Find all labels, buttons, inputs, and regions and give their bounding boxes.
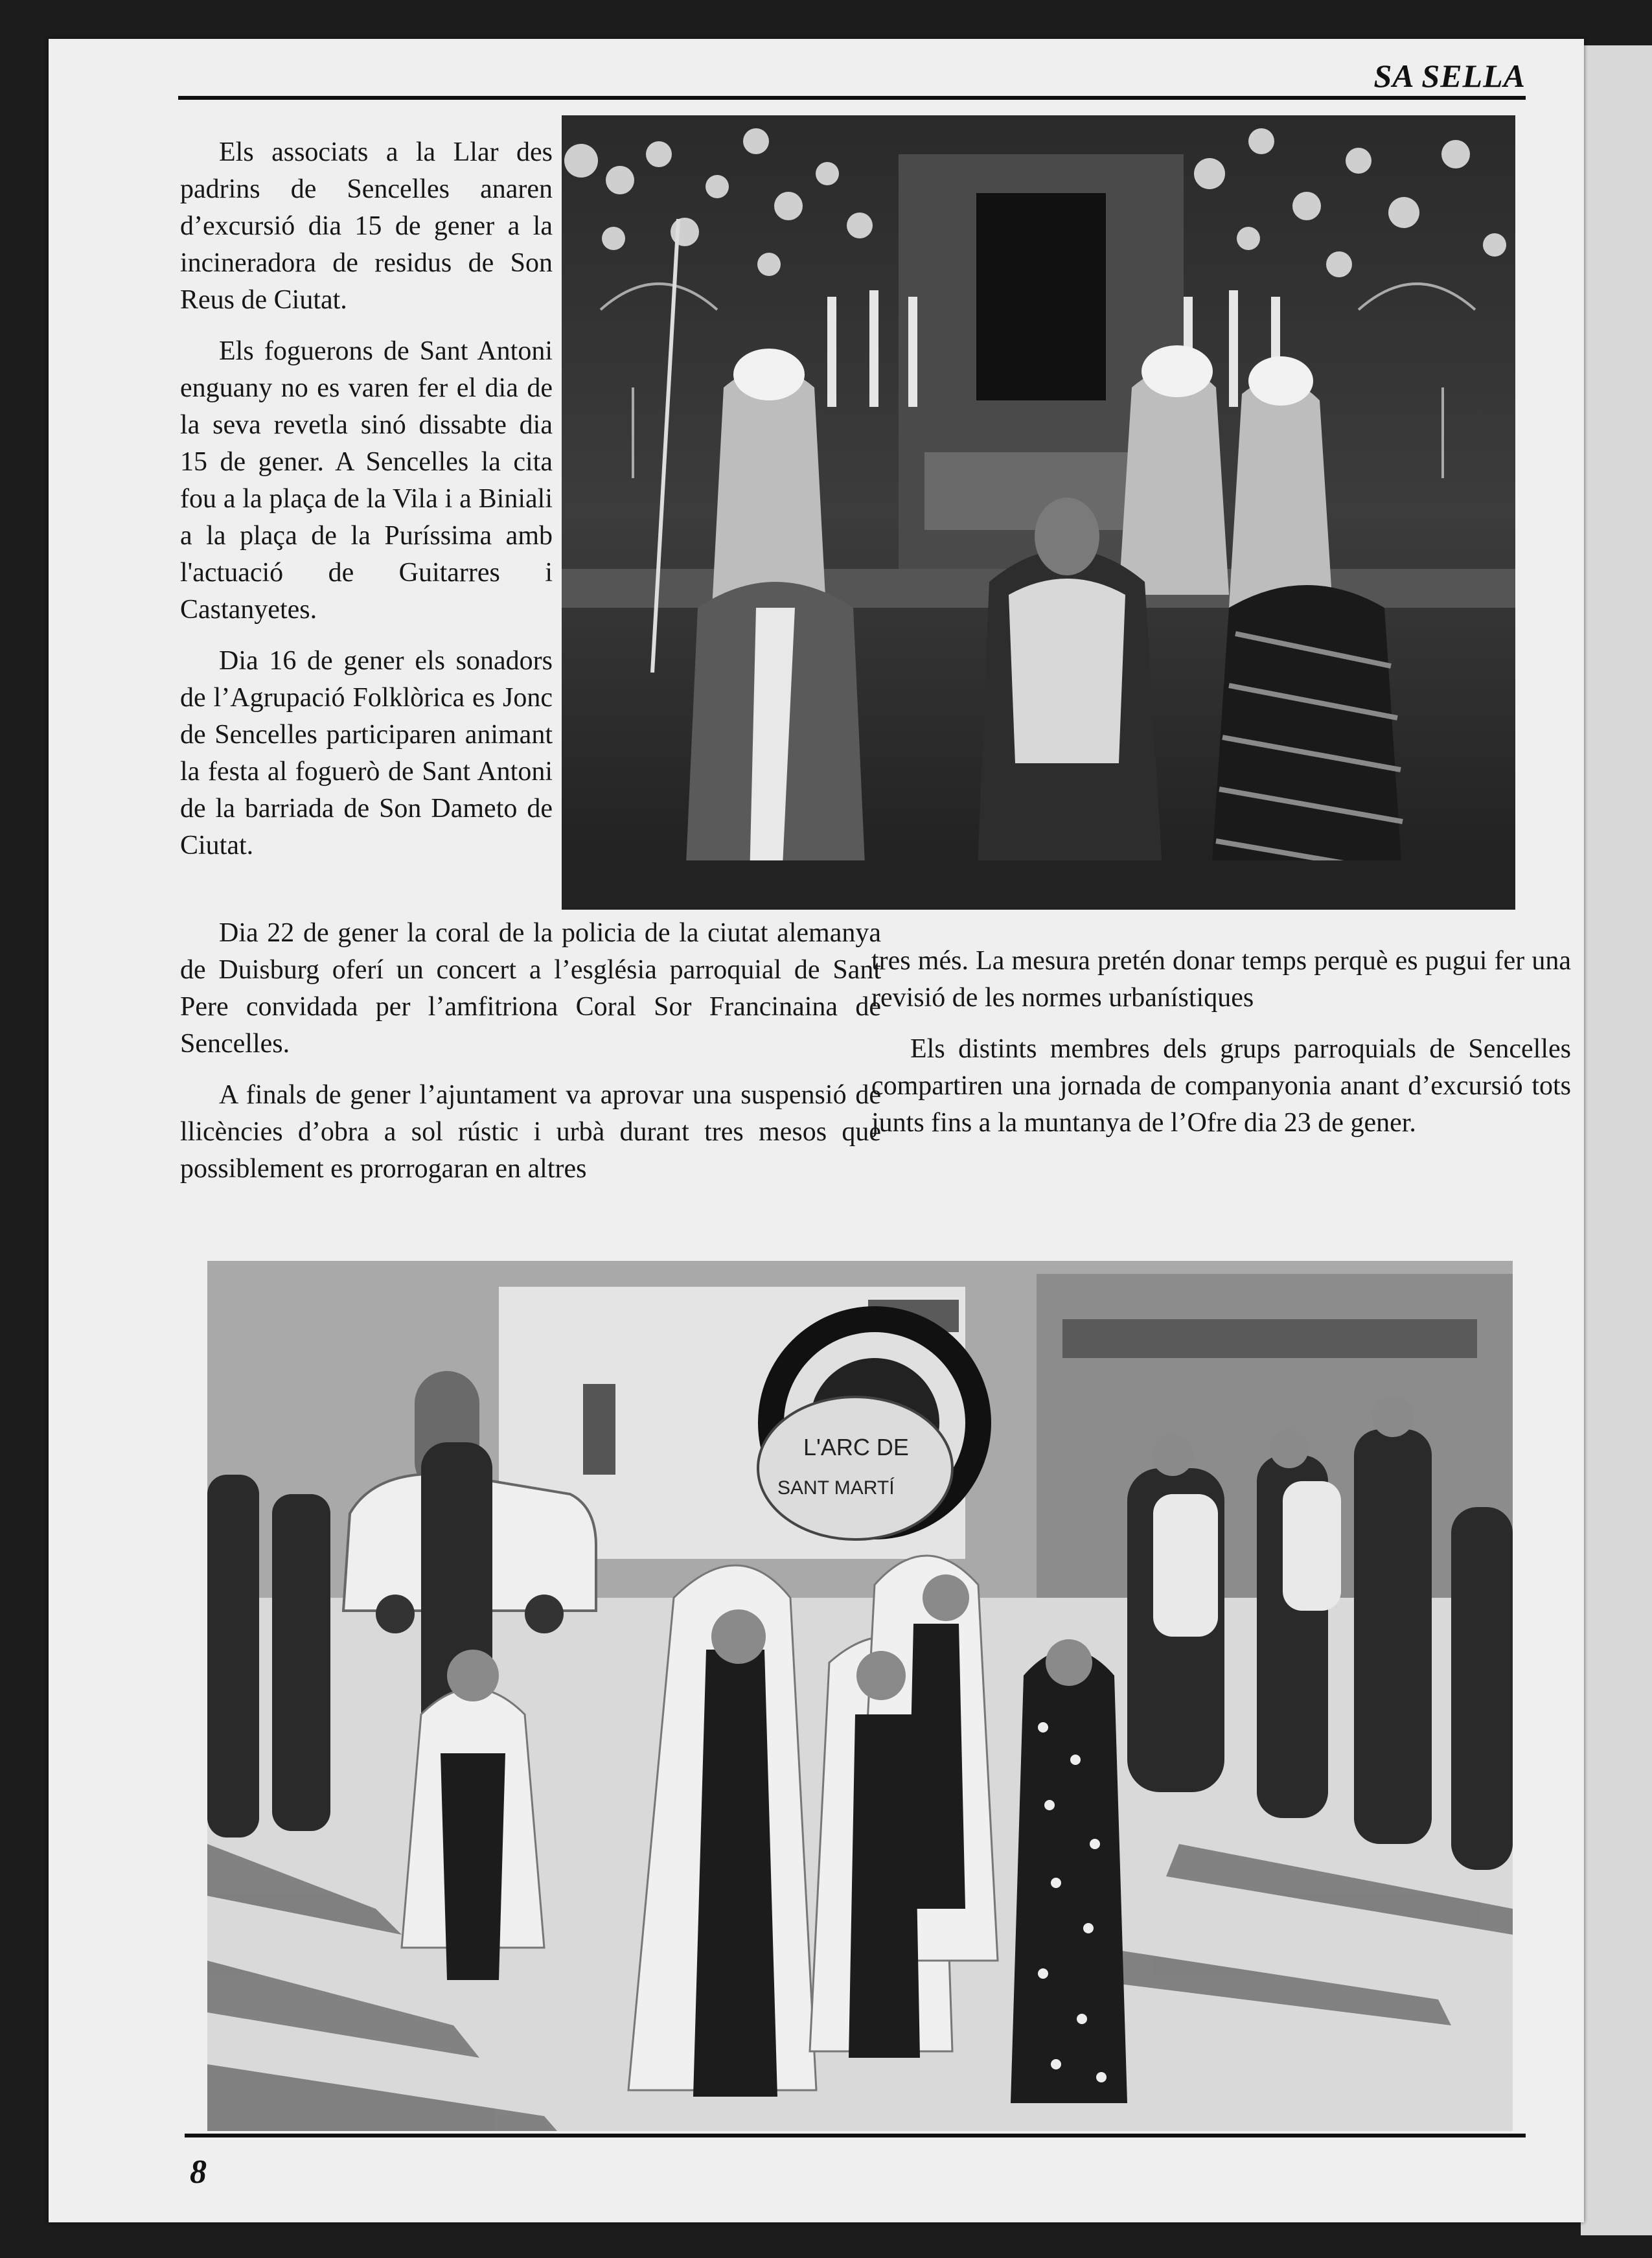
- article-column-top-left: [180, 134, 553, 879]
- adjacent-page-edge: [1581, 45, 1652, 2235]
- article-column-bottom-left: [180, 915, 881, 1202]
- carnival-parade-illustration: [207, 1261, 1513, 2131]
- header-rule: [178, 96, 1526, 100]
- news-item-agrupacio-folklorica: Dia 16 de gener els sonadors de l’Agrupació Folklòrica es Jonc de Sencelles participaren animant la festa al foguerò de Sant Antoni de la barriada de Son Dameto de Ciutat.: [180, 646, 553, 860]
- photo-kings-altar: [562, 115, 1515, 910]
- news-item-llar-des-padrins: Els associats a la Llar des padrins de Sencelles anaren d’excursió dia 15 de gener a la incineradora de residus de Son Reus de Ciutat.: [180, 137, 553, 315]
- magazine-title: SA SELLA: [1373, 58, 1526, 94]
- magazine-page: [49, 39, 1584, 2222]
- news-item-llicencies-obra: A finals de gener l’ajuntament va aprovar una suspensió de llicències d’obra a sol rústic i urbà durant tres mesos que possiblement es prorrogaran en altres: [180, 1080, 881, 1184]
- arc-sign-line-1: L'ARC DE: [803, 1434, 909, 1460]
- footer-rule: [185, 2134, 1526, 2137]
- kings-altar-illustration: [562, 115, 1515, 910]
- news-item-llicencies-obra-continued: tres més. La mesura pretén donar temps perquè es pugui fer una revisió de les normes urbanístiques: [871, 946, 1571, 1013]
- news-item-grups-parroquials: Els distints membres dels grups parroquials de Sencelles compartiren una jornada de companyonia anant d’excursió tots junts fins a la muntanya de l’Ofre dia 23 de gener.: [871, 1034, 1571, 1138]
- article-column-right: [871, 943, 1571, 1156]
- news-item-foguerons-sant-antoni: Els foguerons de Sant Antoni enguany no es varen fer el dia de la seva revetla sinó dissabte dia 15 de gener. A Sencelles la cita fou a la plaça de la Vila i a Biniali a la plaça de la Puríssima amb l'actuació de Guitarres i Castanyetes.: [180, 336, 553, 625]
- photo-carnival-parade: [207, 1261, 1513, 2131]
- arc-sign-line-2: SANT MARTÍ: [777, 1477, 895, 1499]
- news-item-coral-duisburg: Dia 22 de gener la coral de la policia de la ciutat alemanya de Duisburg oferí un concert a l’església parroquial de Sant Pere convidada per l’amfitriona Coral Sor Francinaina de Sencelles.: [180, 918, 881, 1059]
- page-number: 8: [190, 2154, 207, 2191]
